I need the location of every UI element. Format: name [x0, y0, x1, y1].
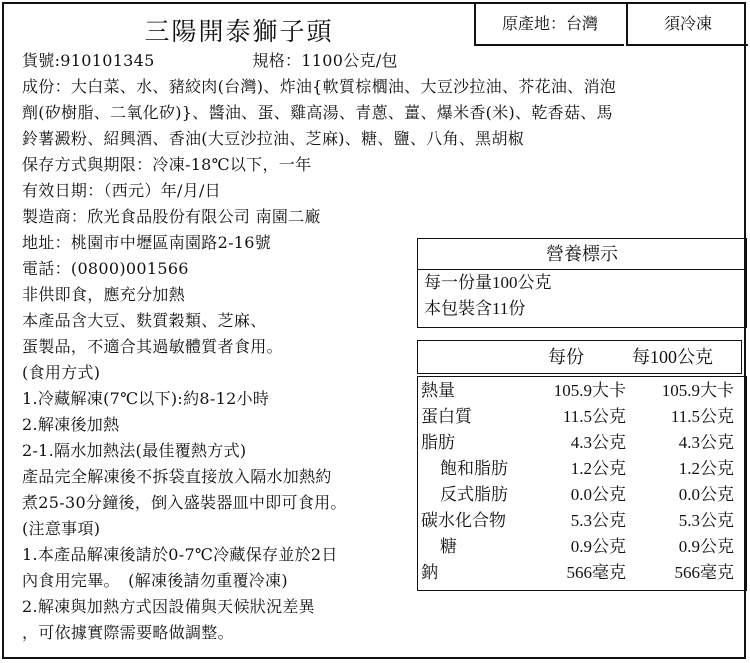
ingredients-line-1: 成份：大白菜、水、豬絞肉(台灣)、炸油{軟質棕櫚油、大豆沙拉油、芥花油、消泡	[22, 77, 617, 96]
note-1-line-2: 內食用完畢。 (解凍後請勿重覆冷凍)	[22, 571, 288, 590]
nutrition-row	[418, 535, 746, 559]
nutrition-row	[418, 483, 746, 507]
col-per-serving: 每份	[548, 347, 584, 367]
ingredients-line-2: 劑(矽樹脂、二氧化矽)}、醬油、蛋、雞高湯、青蔥、薑、爆米香(米)、乾香菇、馬	[22, 103, 613, 122]
valid-date: 有效日期：（西元）年/月/日	[22, 181, 221, 200]
nutrient-name: 飽和脂肪	[440, 459, 508, 478]
servings-per-package: 本包裝含11份	[424, 299, 526, 318]
nutrition-row	[418, 379, 746, 403]
per-100g-value: 1.2公克	[678, 459, 734, 478]
nutrition-row	[418, 405, 746, 429]
nutrition-row	[418, 561, 746, 585]
address: 地址：桃園市中壢區南園路2-16號	[22, 233, 272, 252]
per-serving-value: 11.5公克	[562, 407, 626, 426]
note-1-line-1: 1.本產品解凍後請於0-7℃冷藏保存並於2日	[22, 545, 338, 564]
per-100g-value: 11.5公克	[670, 407, 734, 426]
usage-step-2-1: 2-1.隔水加熱法(最佳覆熱方式)	[22, 441, 247, 460]
per-serving-value: 1.2公克	[570, 459, 626, 478]
per-serving-value: 0.9公克	[570, 537, 626, 556]
item-number-spec: 貨號:910101345 規格：1100公克/包	[22, 51, 398, 70]
frozen-storage-badge: 須冷凍	[626, 4, 748, 46]
nutrition-title: 營養標示	[417, 238, 747, 270]
nutrient-name: 脂肪	[421, 433, 455, 452]
allergen-line-1: 本產品含大豆、麩質穀類、芝麻、	[22, 311, 267, 330]
allergen-line-2: 蛋製品，不適合其過敏體質者食用。	[22, 337, 283, 356]
per-serving-value: 0.0公克	[570, 485, 626, 504]
label-frame	[2, 2, 746, 659]
per-serving-value: 105.9大卡	[553, 381, 626, 400]
origin-badge: 原產地：台灣	[474, 4, 624, 46]
nutrition-row	[418, 457, 746, 481]
manufacturer: 製造商：欣光食品股份有限公司 南園二廠	[22, 207, 321, 226]
note-2-line-2: ，可依據實際需要略做調整。	[22, 623, 234, 642]
nutrition-row	[418, 431, 746, 455]
per-100g-value: 0.0公克	[678, 485, 734, 504]
serving-size: 每一份量100公克	[424, 273, 552, 292]
usage-step-2: 2.解凍後加熱	[22, 415, 120, 434]
nutrition-row	[418, 509, 746, 533]
nutrient-name: 碳水化合物	[421, 511, 506, 530]
nutrition-column-header	[417, 340, 742, 374]
storage-expiry: 保存方式與期限：冷凍-18℃以下，一年	[22, 155, 312, 174]
heating-notice: 非供即食，應充分加熱	[22, 285, 186, 304]
nutrient-name: 蛋白質	[421, 407, 472, 426]
usage-detail-2: 煮25-30分鐘後，倒入盛裝器皿中即可食用。	[22, 493, 347, 512]
per-serving-value: 566毫克	[566, 563, 626, 582]
nutrition-serving-box	[417, 270, 747, 328]
notes-heading: (注意事項)	[22, 519, 101, 538]
usage-step-1: 1.冷藏解凍(7℃以下):約8-12小時	[22, 389, 270, 408]
product-title: 三陽開泰獅子頭	[144, 17, 334, 46]
usage-detail-1: 產品完全解凍後不拆袋直接放入隔水加熱約	[22, 467, 332, 486]
nutrient-name: 熱量	[421, 381, 455, 400]
per-100g-value: 566毫克	[674, 563, 734, 582]
per-serving-value: 5.3公克	[570, 511, 626, 530]
per-100g-value: 105.9大卡	[661, 381, 734, 400]
nutrient-name: 鈉	[421, 563, 438, 582]
nutrient-name: 反式脂肪	[440, 485, 508, 504]
note-2-line-1: 2.解凍與加熱方式因設備與天候狀況差異	[22, 597, 315, 616]
col-per-100g: 每100公克	[632, 347, 713, 367]
per-serving-value: 4.3公克	[570, 433, 626, 452]
nutrition-table	[417, 376, 747, 591]
phone: 電話：(0800)001566	[22, 259, 189, 278]
usage-heading: (食用方式)	[22, 363, 101, 382]
nutrient-name: 糖	[440, 537, 457, 556]
per-100g-value: 5.3公克	[678, 511, 734, 530]
ingredients-line-3: 鈴薯澱粉、紹興酒、香油(大豆沙拉油、芝麻)、糖、鹽、八角、黑胡椒	[22, 129, 525, 148]
per-100g-value: 4.3公克	[678, 433, 734, 452]
per-100g-value: 0.9公克	[678, 537, 734, 556]
